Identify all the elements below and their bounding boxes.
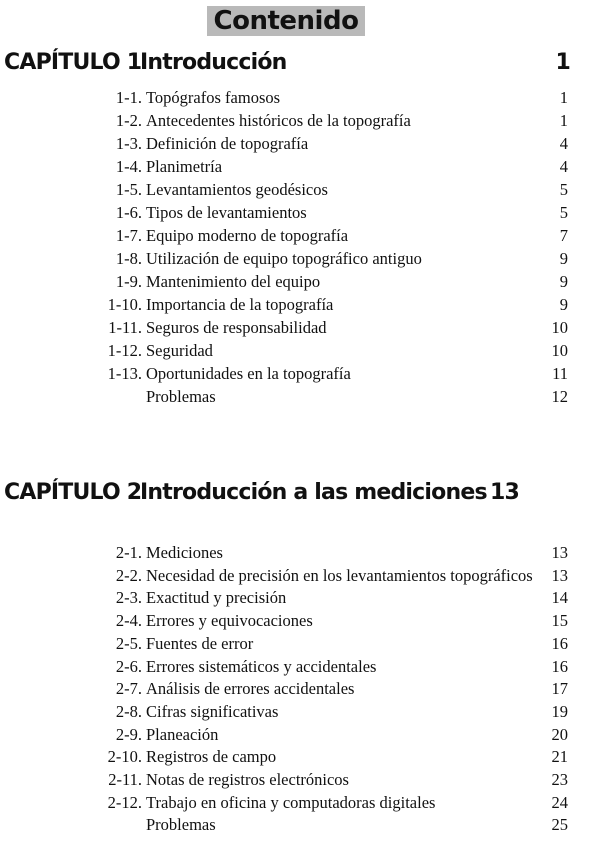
page-number: 11 [552, 364, 568, 383]
section-title: Necesidad de precisión en los levantamientos topográficos [146, 565, 533, 585]
section-title: Errores sistemáticos y accidentales [146, 656, 377, 676]
chapter-2-title: Introducción a las mediciones [140, 480, 487, 505]
section-title: Planeación [146, 724, 219, 744]
chapter-1-title: Introducción [140, 50, 287, 75]
toc-entry [0, 746, 600, 768]
page-number: 1 [559, 111, 568, 130]
section-title: Oportunidades en la topografía [146, 364, 351, 383]
section-title: Problemas [146, 815, 216, 835]
toc-entry [0, 610, 600, 632]
chapter-1-label: CAPÍTULO 1 [4, 50, 142, 75]
section-title: Exactitud y precisión [146, 588, 287, 608]
section-number: 2-1. [115, 543, 142, 562]
section-number: 2-12. [107, 792, 142, 812]
page-number: 4 [559, 134, 568, 153]
page-number: 5 [559, 180, 568, 199]
section-number: 1-5. [115, 180, 142, 199]
section-title: Topógrafos famosos [146, 88, 281, 107]
toc-entry [0, 179, 600, 201]
section-title: Antecedentes históricos de la topografía [146, 111, 411, 130]
toc-entry [0, 587, 600, 609]
page-number: 25 [551, 815, 568, 835]
toc-entry [0, 271, 600, 293]
section-title: Utilización de equipo topográfico antiguo [146, 249, 422, 268]
section-number: 2-11. [108, 770, 142, 789]
toc-entry [0, 386, 600, 408]
chapter-2-page: 13 [490, 480, 520, 505]
page-number: 13 [551, 565, 568, 585]
chapter-2-label: CAPÍTULO 2 [4, 480, 142, 505]
page-number: 1 [559, 88, 568, 107]
section-title: Errores y equivocaciones [146, 611, 313, 631]
toc-entry [0, 656, 600, 678]
toc-entry [0, 110, 600, 132]
page-number: 14 [551, 588, 568, 608]
section-number: 1-2. [115, 111, 142, 130]
page-number: 19 [551, 701, 568, 721]
section-number: 2-7. [115, 679, 142, 699]
section-title: Tipos de levantamientos [146, 203, 307, 222]
section-number: 1-8. [115, 249, 142, 268]
section-number: 2-5. [115, 633, 142, 653]
section-title: Planimetría [146, 157, 223, 176]
toc-entry [0, 87, 600, 109]
page-number: 23 [551, 770, 568, 789]
section-title: Cifras significativas [146, 701, 279, 721]
toc-entry [0, 248, 600, 270]
toc-entry [0, 701, 600, 723]
page-number: 9 [559, 249, 568, 268]
section-number: 2-10. [107, 747, 142, 767]
page-number: 15 [551, 611, 568, 631]
page-title: Contenido [207, 6, 365, 36]
section-title: Equipo moderno de topografía [146, 226, 349, 245]
section-number: 2-9. [115, 724, 142, 744]
section-title: Notas de registros electrónicos [146, 770, 349, 789]
page-number: 20 [551, 724, 568, 744]
toc-entry [0, 294, 600, 316]
page-number: 4 [559, 157, 568, 176]
page-number: 21 [551, 747, 568, 767]
page-number: 16 [551, 633, 568, 653]
section-number: 1-9. [115, 272, 142, 291]
page-number: 13 [551, 543, 568, 562]
toc-entry [0, 340, 600, 362]
section-number: 1-6. [115, 203, 142, 222]
section-title: Importancia de la topografía [146, 295, 334, 314]
section-title: Fuentes de error [146, 633, 254, 653]
toc-entry [0, 724, 600, 746]
page-number: 10 [551, 341, 568, 360]
toc-entry [0, 678, 600, 700]
toc-entry [0, 317, 600, 339]
toc-entry [0, 225, 600, 247]
toc-entry [0, 363, 600, 385]
section-title: Mediciones [146, 543, 223, 562]
page-number: 7 [559, 226, 568, 245]
page-number: 9 [559, 295, 568, 314]
page-number: 12 [551, 387, 568, 406]
toc-entry [0, 814, 600, 836]
page-number: 9 [559, 272, 568, 291]
section-number: 1-12. [107, 341, 142, 360]
section-number: 1-13. [107, 364, 142, 383]
section-number: 1-10. [107, 295, 142, 314]
page-number: 10 [551, 318, 568, 337]
toc-entry [0, 202, 600, 224]
toc-entry [0, 542, 600, 564]
page-number: 5 [559, 203, 568, 222]
section-title: Trabajo en oficina y computadoras digitales [146, 792, 436, 812]
toc-entry [0, 633, 600, 655]
section-title: Levantamientos geodésicos [146, 180, 328, 199]
page-number: 16 [551, 656, 568, 676]
section-number: 2-8. [115, 701, 142, 721]
section-title: Registros de campo [146, 747, 277, 767]
section-title: Definición de topografía [146, 134, 309, 153]
section-number: 2-3. [115, 588, 142, 608]
section-number: 2-4. [115, 611, 142, 631]
section-title: Mantenimiento del equipo [146, 272, 321, 291]
section-number: 1-4. [115, 157, 142, 176]
chapter-1-page: 1 [555, 50, 570, 75]
toc-entry [0, 156, 600, 178]
toc-entry [0, 565, 600, 587]
section-title: Seguridad [146, 341, 213, 360]
toc-entry [0, 133, 600, 155]
page-number: 17 [551, 679, 568, 699]
section-number: 1-11. [108, 318, 142, 337]
section-number: 2-2. [115, 565, 142, 585]
section-number: 1-7. [115, 226, 142, 245]
section-title: Seguros de responsabilidad [146, 318, 327, 337]
page-number: 24 [551, 792, 568, 812]
section-number: 1-1. [115, 88, 142, 107]
section-number: 1-3. [115, 134, 142, 153]
section-title: Problemas [146, 387, 216, 406]
toc-entry [0, 792, 600, 814]
section-title: Análisis de errores accidentales [146, 679, 355, 699]
toc-entry [0, 769, 600, 791]
section-number: 2-6. [115, 656, 142, 676]
